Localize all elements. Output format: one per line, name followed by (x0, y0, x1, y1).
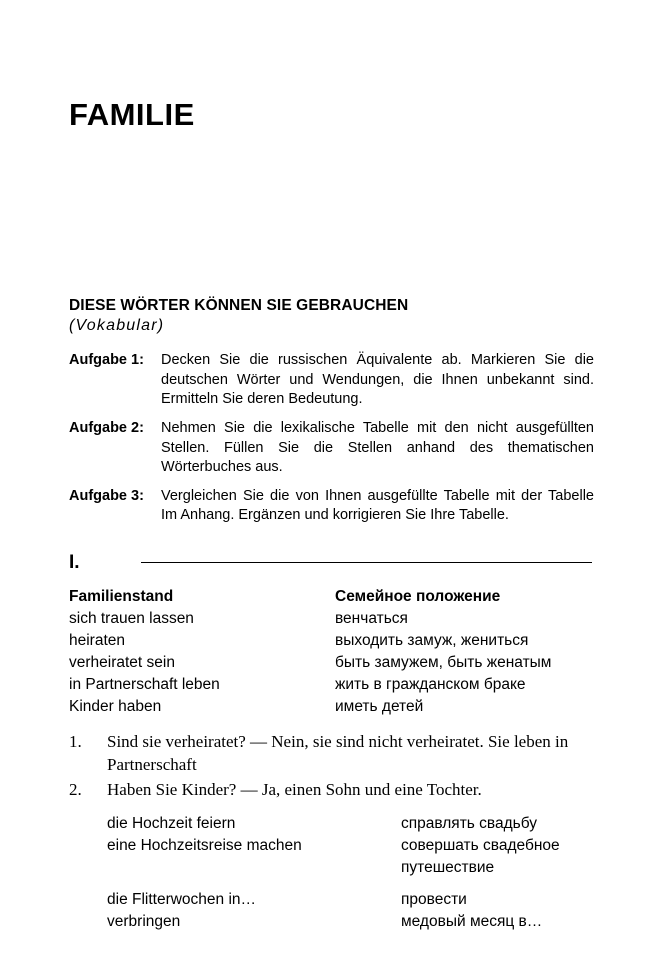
cell-german (69, 857, 373, 879)
table-row (69, 630, 594, 652)
horizontal-rule (141, 562, 592, 563)
example-item (69, 731, 594, 777)
cell-russian: медовый месяц в… (401, 913, 543, 931)
cell-russian: путешествие (401, 859, 495, 877)
cell-german: die Hochzeit feiern (107, 815, 236, 833)
task-text: Decken Sie die russischen Äquivalente ab. Markieren Sie die deutschen Wörter und Wendungen, die Ihnen unbekannt sind. Ermitteln Sie deren Bedeutung. (161, 352, 594, 407)
task-item (69, 419, 594, 477)
example-item (69, 779, 594, 802)
cell-russian: иметь детей (335, 697, 424, 715)
column-header-russian: Семейное положение (335, 587, 501, 605)
table-row (69, 674, 594, 696)
task-text: Vergleichen Sie die von Ihnen ausgefüllte Tabelle mit der Tabelle Im Anhang. Ergänzen und korrigieren Sie Ihre Tabelle. (161, 488, 594, 524)
cell-german: verbringen (107, 913, 181, 931)
table-row (69, 696, 594, 718)
vocabulary-table-tertiary (69, 889, 594, 933)
example-text: Sind sie verheiratet? — Nein, sie sind nicht verheiratet. Sie leben in Partnerschaft (107, 731, 569, 774)
cell-russian: провести (401, 891, 467, 909)
part-heading (69, 552, 594, 574)
table-row (69, 813, 594, 835)
table-row (69, 857, 594, 879)
vocabulary-table (69, 586, 594, 718)
task-label: Aufgabe 2: (69, 420, 144, 437)
section-heading: DIESE WÖRTER KÖNNEN SIE GEBRAUCHEN (69, 297, 409, 314)
section-subheading: (Vokabular) (69, 317, 165, 335)
part-number: I. (69, 551, 80, 573)
example-number: 2. (69, 779, 82, 799)
cell-german: sich trauen lassen (69, 609, 194, 627)
task-item (69, 487, 594, 526)
table-row (69, 911, 594, 933)
cell-russian: справлять свадьбу (401, 815, 538, 833)
cell-german: in Partnerschaft leben (69, 675, 220, 693)
task-label: Aufgabe 3: (69, 488, 144, 505)
cell-russian: выходить замуж, жениться (335, 631, 529, 649)
table-row (69, 608, 594, 630)
cell-german: verheiratet sein (69, 653, 175, 671)
task-label: Aufgabe 1: (69, 352, 144, 369)
cell-german: heiraten (69, 631, 126, 649)
table-row (69, 652, 594, 674)
cell-russian: совершать свадебное (401, 837, 560, 855)
table-header-row (69, 586, 594, 608)
page-title: FAMILIE (69, 97, 195, 132)
cell-russian: быть замужем, быть женатым (335, 653, 552, 671)
example-text: Haben Sie Kinder? — Ja, einen Sohn und eine Tochter. (107, 779, 482, 799)
cell-german: die Flitterwochen in… (107, 891, 257, 909)
page-content (69, 0, 594, 933)
cell-russian: жить в гражданском браке (335, 675, 526, 693)
vocabulary-table-secondary (69, 813, 594, 879)
task-text: Nehmen Sie die lexikalische Tabelle mit den nicht ausgefüllten Stellen. Füllen Sie die Stellen anhand des thematischen Wörterbuches aus. (161, 420, 594, 475)
cell-russian: венчаться (335, 609, 408, 627)
column-header-german: Familienstand (69, 587, 174, 605)
task-list (69, 351, 594, 525)
cell-german: Kinder haben (69, 697, 162, 715)
table-row (69, 835, 594, 857)
example-number: 1. (69, 731, 82, 751)
cell-german: eine Hochzeitsreise machen (107, 837, 302, 855)
example-list (69, 731, 594, 802)
task-item (69, 351, 594, 409)
table-row (69, 889, 594, 911)
